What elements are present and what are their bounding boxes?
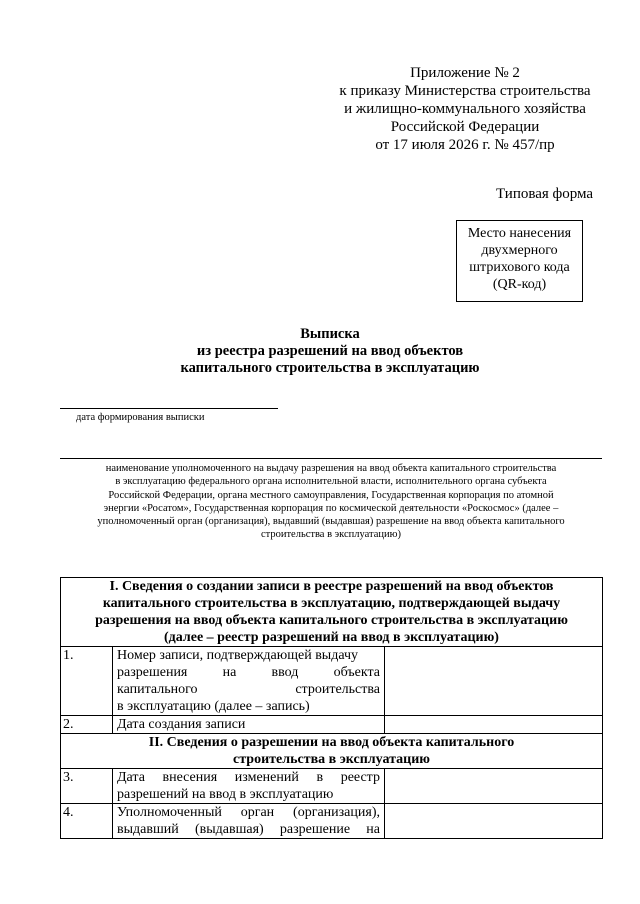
caption-line: энергии «Росатом», Государственная корпорация по космической деятельности «Роскосмос» (далее – <box>103 502 559 514</box>
section-2-header: II. Сведения о разрешении на ввод объекта капитального строительства в эксплуатацию <box>61 734 603 769</box>
qr-code-placeholder <box>456 220 583 302</box>
date-field-line[interactable] <box>60 408 278 409</box>
row-value-cell[interactable] <box>385 647 603 716</box>
row-label: Уполномоченный орган (организация), выдавший (выдавшая) разрешение на <box>113 804 385 839</box>
document-title <box>80 326 580 377</box>
appendix-line: Приложение № 2 <box>410 65 520 81</box>
form-type-label: Типовая форма <box>496 186 594 202</box>
caption-line: наименование уполномоченного на выдачу разрешения на ввод объекта капитального строительства <box>105 463 557 474</box>
table-row <box>61 804 603 839</box>
qr-placeholder-line: (QR-код) <box>492 277 547 292</box>
row-label: Дата создания записи <box>113 716 385 734</box>
title-line: капитального строительства в эксплуатацию <box>180 360 480 376</box>
register-extract-table <box>60 577 603 839</box>
row-number: 1. <box>61 647 113 716</box>
qr-placeholder-line: Место нанесения <box>467 226 572 241</box>
table-row <box>61 716 603 734</box>
row-number: 4. <box>61 804 113 839</box>
row-label: Номер записи, подтверждающей выдачу разрешения на ввод объекта капитального строительства в эксплуатацию (далее – запись) <box>113 647 385 716</box>
caption-line: в эксплуатацию федерального органа исполнительной власти, исполнительного органа субъекта <box>115 476 547 488</box>
row-value-cell[interactable] <box>385 769 603 804</box>
caption-line: уполномоченный орган (организация), выдавший (выдавшая) разрешение на ввод объекта капитального <box>97 516 565 528</box>
title-line: Выписка <box>300 326 360 342</box>
title-line: из реестра разрешений на ввод объектов <box>196 343 464 359</box>
organization-field-line[interactable] <box>60 458 602 459</box>
appendix-header <box>330 64 600 154</box>
date-field-caption: дата формирования выписки <box>76 412 205 423</box>
appendix-line: и жилищно-коммунального хозяйства <box>344 101 586 117</box>
qr-placeholder-line: штрихового кода <box>469 260 570 275</box>
row-number: 2. <box>61 716 113 734</box>
row-label: Дата внесения изменений в реестр разрешений на ввод в эксплуатацию <box>113 769 385 804</box>
caption-line: Российской Федерации, органа местного самоуправления, Государственная корпорация по атомной <box>108 489 554 501</box>
section-header-row <box>61 578 603 647</box>
caption-line: строительства в эксплуатацию) <box>260 529 402 541</box>
row-value-cell[interactable] <box>385 716 603 734</box>
table-row <box>61 647 603 716</box>
organization-field-caption <box>60 462 602 542</box>
row-number: 3. <box>61 769 113 804</box>
appendix-line: Российской Федерации <box>390 119 540 135</box>
section-1-header: I. Сведения о создании записи в реестре разрешений на ввод объектов капитального строительства в эксплуатацию, подтверждающей выдачу разрешения на ввод объекта капитального строительства в эксплуатацию (далее – реестр разрешений на ввод в эксплуатацию) <box>61 578 603 647</box>
section-header-row <box>61 734 603 769</box>
qr-placeholder-line: двухмерного <box>481 243 558 258</box>
table-row <box>61 769 603 804</box>
appendix-line: от 17 июля 2026 г. № 457/пр <box>375 137 555 153</box>
row-value-cell[interactable] <box>385 804 603 839</box>
appendix-line: к приказу Министерства строительства <box>339 83 591 99</box>
